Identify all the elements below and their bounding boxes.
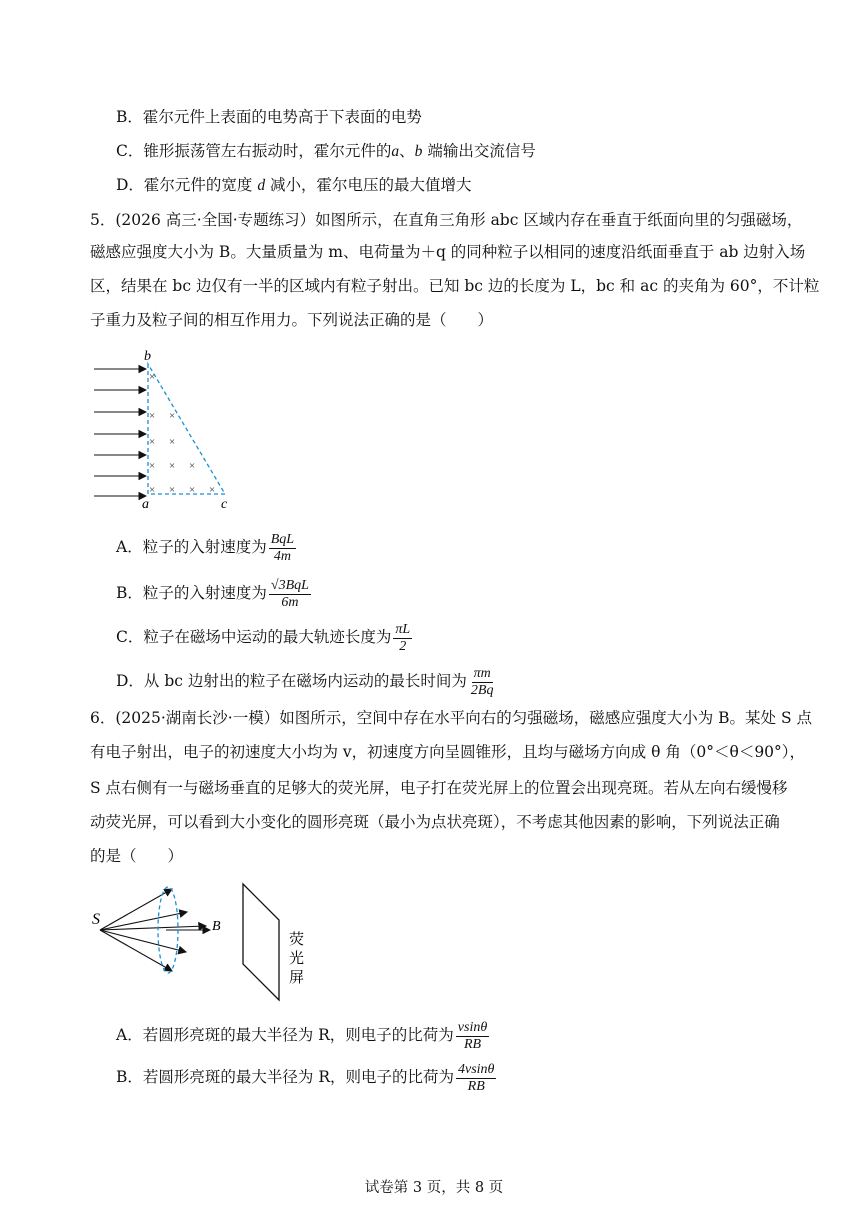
q6-cone-figure [86,876,326,1006]
q6-label-s: S [92,911,100,928]
q6-option-b-fraction [456,1062,496,1095]
q6-stem-line-2: 有电子射出，电子的初速度大小均为 v，初速度方向呈圆锥形，且均与磁场方向成 θ 角（0°＜θ＜90°）， [90,743,806,761]
q5-stem-line-3: 区，结果在 bc 边仅有一半的区域内有粒子射出。已知 bc 边的长度为 L，bc 和 ac 的夹角为 60°，不计粒 [90,277,820,295]
q4-option-d-post: 减小，霍尔电压的最大值增大 [265,176,472,194]
q5-option-c-text: C．粒子在磁场中运动的最大轨迹长度为 [116,628,392,646]
q6-option-b [116,1060,496,1095]
q6-option-a-fraction [456,1020,489,1053]
q5-option-c-numerator: πL [395,621,411,637]
svg-text:×: × [149,484,156,496]
q5-option-d-fraction [469,666,496,699]
q5-option-a [116,530,296,565]
svg-text:×: × [169,460,176,472]
q5-option-b-denominator: 6m [281,594,299,610]
q5-stem-line-2: 磁感应强度大小为 B。大量质量为 m、电荷量为＋q 的同种粒子以相同的速度沿纸面垂直于 ab 边射入场 [90,243,806,261]
q6-stem-line-3: S 点右侧有一与磁场垂直的足够大的荧光屏，电子打在荧光屏上的位置会出现亮斑。若从左向右缓慢移 [90,779,788,797]
page-footer: 试卷第 3 页，共 8 页 [364,1180,504,1196]
q6-option-a-text: A．若圆形亮斑的最大半径为 R，则电子的比荷为 [116,1026,454,1044]
svg-text:×: × [149,436,156,448]
svg-text:×: × [189,460,196,472]
q5-option-d [116,664,495,699]
q6-label-b: B [212,919,221,934]
svg-text:×: × [149,371,156,383]
q6-screen-label-1: 荧 [289,932,305,948]
q5-option-d-numerator: πm [473,665,491,681]
q6-option-b-denominator: RB [467,1078,485,1094]
q5-option-c-denominator: 2 [399,638,407,654]
q5-option-a-fraction [269,532,296,565]
q6-stem-line-4: 动荧光屏，可以看到大小变化的圆形亮斑（最小为点状亮斑），不考虑其他因素的影响，下列说法正确 [90,813,780,831]
q5-option-a-numerator: BqL [270,531,295,547]
q4-option-d-pre: D．霍尔元件的宽度 [116,176,258,194]
q5-option-b-fraction [269,578,311,611]
q4-option-c-sep: 、 [399,142,415,160]
q4-option-c-pre: C．锥形振荡管左右振动时，霍尔元件的 [116,142,392,160]
q4-option-c-post: 端输出交流信号 [422,142,536,160]
q6-stem-line-1: 6．(2025·湖南长沙·一模）如图所示，空间中存在水平向右的匀强磁场，磁感应强度大小为 B。某处 S 点 [90,709,813,727]
q4-option-d [116,174,472,197]
q6-screen-label-3: 屏 [289,970,305,986]
svg-text:×: × [169,484,176,496]
q4-option-b: B．霍尔元件上表面的电势高于下表面的电势 [116,108,422,126]
q5-label-c: c [221,497,228,512]
q6-screen [243,884,279,1000]
q5-option-c [116,620,412,655]
q6-stem-line-5: 的是（ ） [90,847,184,865]
q5-option-b-text: B．粒子的入射速度为 [116,584,267,602]
svg-text:×: × [169,410,176,422]
q5-option-a-denominator: 4m [273,548,291,564]
q6-option-a-numerator: vsinθ [457,1019,488,1035]
q6-option-a-denominator: RB [463,1036,482,1052]
q5-triangle-figure [86,346,246,512]
q5-label-a: a [142,497,149,512]
svg-text:×: × [189,484,196,496]
svg-text:×: × [149,410,156,422]
q6-option-a [116,1018,489,1053]
q5-option-b [116,576,311,611]
q4-var-d: d [257,177,266,194]
q5-stem-line-1: 5．(2026 高三·全国·专题练习）如图所示，在直角三角形 abc 区域内存在垂直于纸面向里的匀强磁场， [90,211,803,229]
q4-var-b: b [414,143,423,160]
q5-stem-line-4: 子重力及粒子间的相互作用力。下列说法正确的是（ ） [90,311,494,329]
svg-text:×: × [209,484,216,496]
svg-text:×: × [149,460,156,472]
q5-option-d-text: D．从 bc 边射出的粒子在磁场内运动的最长时间为 [116,672,467,690]
q5-option-d-denominator: 2Bq [470,682,494,698]
svg-text:×: × [169,436,176,448]
q5-option-a-text: A．粒子的入射速度为 [116,538,267,556]
q6-screen-label-2: 光 [289,951,305,967]
q4-var-a: a [391,143,400,160]
q4-option-c [116,140,536,163]
q5-option-c-fraction [393,622,412,655]
q6-option-b-text: B．若圆形亮斑的最大半径为 R，则电子的比荷为 [116,1068,454,1086]
q5-label-b: b [144,349,151,364]
q6-option-b-numerator: 4vsinθ [458,1061,495,1077]
q5-option-b-numerator: √3BqL [270,577,309,593]
